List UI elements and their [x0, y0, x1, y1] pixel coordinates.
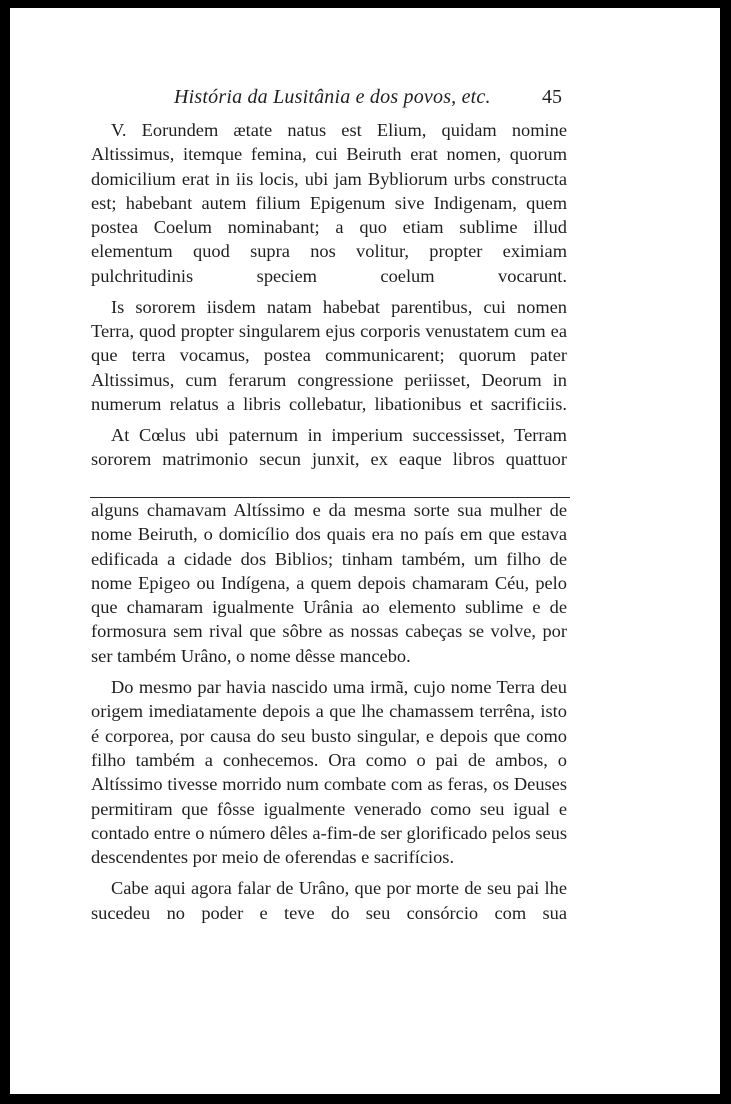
portuguese-paragraph: alguns chamavam Altíssimo e da mesma sorte sua mulher de nome Beiruth, o domicílio dos quais era no país em que estava edificada a cidade dos Biblios; tinham também, um filho de nome Epigeo ou Indígena, a quem depois chamaram Céu, pelo que chamaram igualmente Urânia ao elemento sublime e de formosura sem rival que sôbre as nossas cabeças se volve, por ser também Urâno, o nome dêsse mancebo. — [91, 500, 567, 666]
latin-paragraph: Is sororem iisdem natam habebat parentibus, cui nomen Terra, quod propter singularem ejus corporis venustatem cum ea que terra vocamus, postea communicarent; quorum pater Altissimus, cum ferarum congressione periisset, Deorum in numerum relatus a libris collebatur, libationibus et sacrificiis. — [91, 296, 567, 414]
page-number: 45 — [542, 86, 562, 108]
latin-paragraph: At Cœlus ubi paternum in imperium successisset, Terram sororem matrimonio secun junxit, ex eaque libros quattuor — [91, 425, 567, 470]
portuguese-paragraph: Cabe aqui agora falar de Urâno, que por morte de seu pai lhe sucedeu no poder e teve do seu consórcio com sua — [91, 878, 567, 923]
running-title: História da Lusitânia e dos povos, etc. — [174, 86, 491, 108]
page-header — [10, 82, 720, 112]
book-page — [10, 8, 720, 1094]
portuguese-paragraph: Do mesmo par havia nascido uma irmã, cujo nome Terra deu origem imediatamente depois a que lhe chamassem terrêna, isto é corporea, por causa do seu busto singular, e depois que como filho também a conhecemos. Ora como o pai de ambos, o Altíssimo tivesse morrido num combate com as feras, os Deuses permitiram que fôsse igualmente venerado como seu igual e contado entre o número dêles a-fim-de ser glorificado pelos seus descendentes por meio de oferendas e sacrifícios. — [91, 677, 567, 868]
latin-text — [91, 118, 567, 479]
latin-paragraph: V. Eorundem ætate natus est Elium, quidam nomine Altissimus, itemque femina, cui Beiruth erat nomen, quorum domicilium erat in iis locis, ubi jam Bybliorum urbs constructa est; habebant autem filium Epigenum sive Indigenam, quem postea Coelum nominabant; a quo etiam sublime illud elementum quod supra nos volitur, propter eximiam pulchritudinis speciem coelum vocarunt. — [91, 120, 567, 286]
portuguese-translation — [91, 498, 567, 932]
